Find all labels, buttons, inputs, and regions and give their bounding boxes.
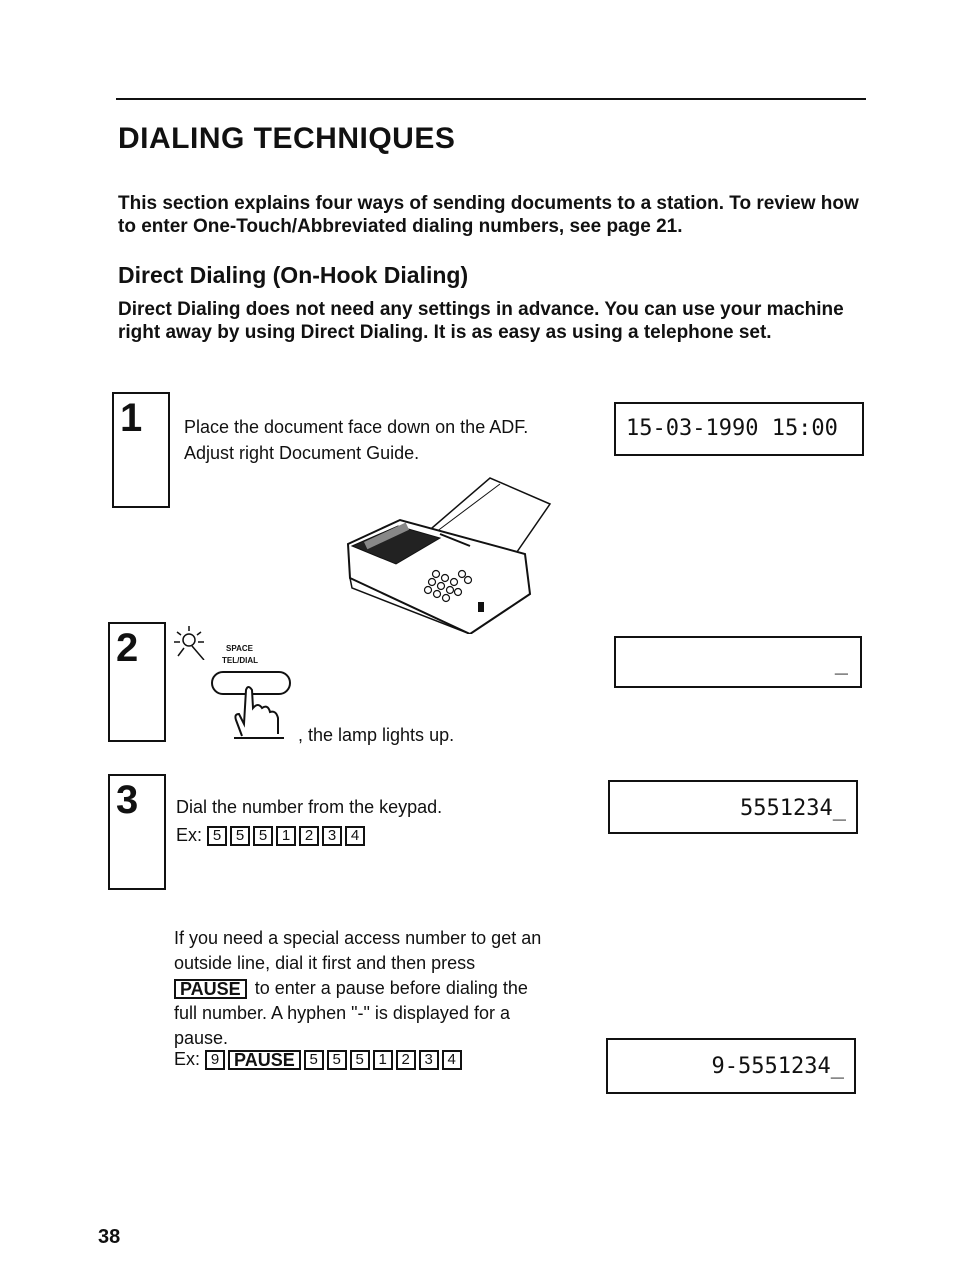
step-3-example-prefix: Ex: bbox=[176, 825, 203, 845]
step-2-number: 2 bbox=[116, 626, 139, 670]
pause-display-text: 9-5551234_ bbox=[711, 1054, 844, 1079]
fax-machine-illustration bbox=[340, 474, 555, 634]
pause-display bbox=[606, 1038, 856, 1094]
intro-paragraph: This section explains four ways of sending documents to a station. To review how to enter One-Touch/Abbreviated dialing numbers, see page 21. bbox=[118, 193, 859, 237]
pause-note-line2: to enter a pause before dialing the full number. A hyphen "-" is displayed for a pause. bbox=[174, 978, 528, 1048]
step-3-display bbox=[608, 780, 858, 834]
key-5: 5 bbox=[230, 826, 250, 846]
step-2-display-text: _ bbox=[834, 650, 848, 675]
key-2: 2 bbox=[299, 826, 319, 846]
step-2-display bbox=[614, 636, 862, 688]
pause-note bbox=[174, 926, 554, 1051]
key-5: 5 bbox=[304, 1050, 324, 1070]
pause-note-line1: If you need a special access number to get an outside line, dial it first and then press bbox=[174, 928, 542, 973]
page-title: DIALING TECHNIQUES bbox=[118, 122, 456, 155]
step-1-number: 1 bbox=[120, 396, 143, 440]
top-rule bbox=[116, 98, 866, 100]
key-2: 2 bbox=[396, 1050, 416, 1070]
key-5: 5 bbox=[207, 826, 227, 846]
section-heading: Direct Dialing (On-Hook Dialing) bbox=[118, 262, 469, 288]
step-3-text: Dial the number from the keypad. bbox=[176, 797, 443, 817]
direct-dialing-paragraph: Direct Dialing does not need any settings in advance. You can use your machine right away by using Direct Dialing. It is as easy as using a telephone set. bbox=[118, 299, 844, 343]
pause-key: PAUSE bbox=[174, 979, 247, 999]
button-label-space: SPACE bbox=[226, 644, 253, 653]
step-3-example bbox=[176, 822, 368, 848]
step-3-box bbox=[108, 774, 166, 890]
step-2-box bbox=[108, 622, 166, 742]
key-pause: PAUSE bbox=[228, 1050, 301, 1070]
key-3: 3 bbox=[419, 1050, 439, 1070]
key-1: 1 bbox=[276, 826, 296, 846]
key-1: 1 bbox=[373, 1050, 393, 1070]
key-5: 5 bbox=[253, 826, 273, 846]
pause-example bbox=[174, 1046, 465, 1072]
pause-example-prefix: Ex: bbox=[174, 1049, 201, 1069]
button-label-tel-dial: TEL/DIAL bbox=[222, 656, 258, 665]
key-5: 5 bbox=[327, 1050, 347, 1070]
step-1-text: Place the document face down on the ADF. Adjust right Document Guide. bbox=[184, 417, 529, 463]
key-3: 3 bbox=[322, 826, 342, 846]
key-4: 4 bbox=[442, 1050, 462, 1070]
key-5: 5 bbox=[350, 1050, 370, 1070]
step-3-number: 3 bbox=[116, 778, 139, 822]
step-3-display-text: 5551234_ bbox=[740, 796, 846, 821]
key-9: 9 bbox=[205, 1050, 225, 1070]
step-2-text: , the lamp lights up. bbox=[298, 725, 455, 745]
tel-dial-button-press-icon[interactable] bbox=[206, 668, 296, 744]
lamp-icon bbox=[172, 624, 206, 660]
key-4: 4 bbox=[345, 826, 365, 846]
page-number: 38 bbox=[98, 1226, 121, 1248]
step-1-display bbox=[614, 402, 864, 456]
step-1-box bbox=[112, 392, 170, 508]
step-1-display-text: 15-03-1990 15:00 bbox=[626, 416, 838, 441]
